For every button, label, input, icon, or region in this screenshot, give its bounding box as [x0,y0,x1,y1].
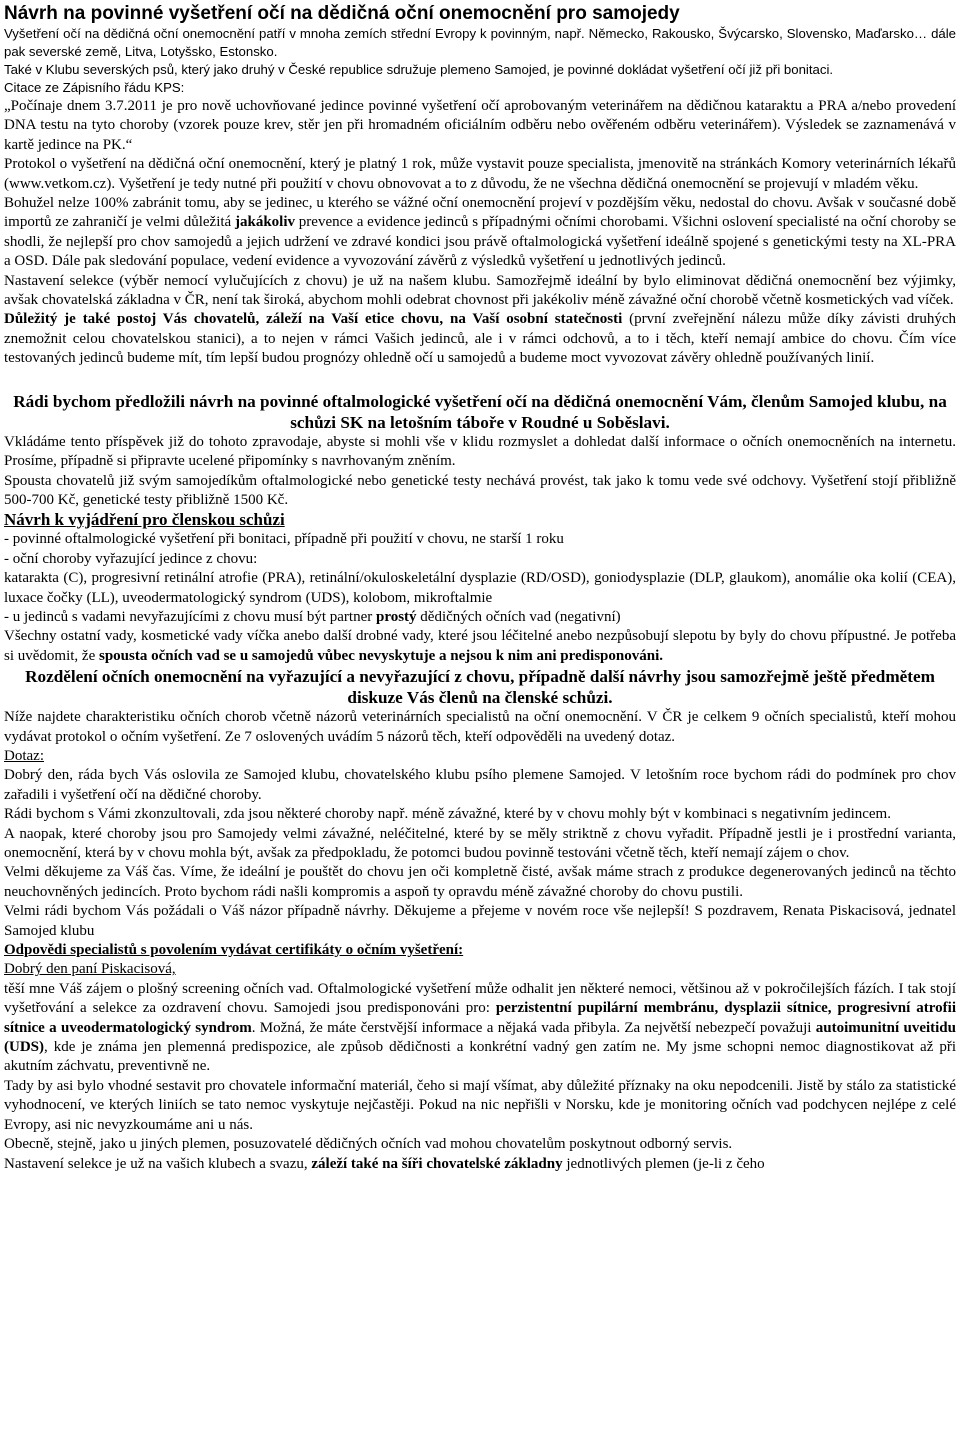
text-run: těší mne Váš zájem o plošný screening očních vad. Oftalmologické vyšetření může odhalit jen některé nemoci, většinou až v pokročilejších fázích. I tak stojí vyšetřování a selekce za ozdravení chovu. Samojedi jsou predisponováni pro: [4,980,956,1017]
bold-text-run: jakákoliv [235,214,296,231]
page-title: Návrh na povinné vyšetření očí na dědičná oční onemocnění pro samojedy [4,3,680,24]
dotaz-paragraph: Rádi bychom s Vámi zkonzultovali, zda jsou některé choroby např. méně závažné, které by v chovu mohly být v kombinaci s negativním jedincem. [4,806,891,823]
text-run: Nastavení selekce je už na vašich klubech a svazu, [4,1155,312,1172]
bold-text-run: prostý [375,608,417,625]
proposal-subheading: Návrh k vyjádření pro členskou schůzi [4,510,285,530]
text-run: - u jedinců s vadami nevyřazujícími z chovu musí být partner [4,608,376,625]
bold-text-run: perzistentní pupilární membránu, dysplazii sítnice, progresivní atrofii sítnice a uveodermatologický syndrom [4,1000,956,1036]
list-item [4,608,956,627]
bold-text-run: Důležitý je také postoj Vás chovatelů, záleží na Vaší etice chovu, na Vaší osobní statečnosti [4,311,623,328]
list-item: katarakta (C), progresivní retinální atrofie (PRA), retinální/okuloskeletální dysplazie (RD/OSD), goniodysplazie (DLP, glaukom), anomálie oka kolií (CEA), luxace čočky (LL), uveodermatologický syndrom (UDS), kolobom, mikroftalmie [4,570,956,606]
list-item [4,627,956,666]
text-run: . Možná, že máte čerstvější informace a nějaká vada přibyla. Za největší nebezpečí považuji [251,1019,816,1036]
text-run: jednotlivých plemen (je-li z čeho [562,1155,765,1172]
text-run: Bohužel nelze 100% zabránit tomu, aby se jedinec, u kterého se vážné oční onemocnění projeví v pozdějším věku, nedostal do chovu. Avšak v současné době importů ze zahraničí je velmi důležitá [4,195,956,231]
dotaz-paragraph: Dobrý den, ráda bych Vás oslovila ze Samojed klubu, chovatelského klubu psího plemene Samojed. V letošním roce bychom rádi do podmínek pro chov zařadili i vyšetření očí na dědičné choroby. [4,767,956,803]
answer-paragraph [4,1155,956,1174]
list-item: - povinné oftalmologické vyšetření při bonitaci, případně při použití v chovu, ne starší 1 roku [4,531,564,548]
bold-text-run: spousta očních vad se u samojedů vůbec nevyskytuje a nejsou k nim ani predisponováni. [98,647,663,664]
quote-paragraph-5 [4,310,956,368]
quote-paragraph-1: „Počínaje dnem 3.7.2011 je pro nově uchovňované jedince povinné vyšetření očí aprobovaným veterinářem na dědičnou kataraktu a PRA a/nebo provedení DNA testu na tyto choroby (vzorek pouze krev, stěr jen při hromadném oficiálním odběru nebo ověřeném odběru veterinářem). Výsledek se zaznamenává v kartě jedince na PK.“ [4,98,956,153]
intro-paragraph-1: Vyšetření očí na dědičná oční onemocnění patří v mnoha zemích střední Evropy k povinným, např. Německo, Rakousko, Švýcarsko, Slovensko, Maďarsko… dále pak severské země, Litva, Lotyšsko, Estonsko. [4,26,956,59]
quote-paragraph-2: Protokol o vyšetření na dědičná oční onemocnění, který je platný 1 rok, může vystavit pouze specialista, jmenovitě na stránkách Komory veterinárních lékařů (www.vetkom.cz). Vyšetření je tedy nutné při použití v chovu obnovovat a to z důvodu, že ne všechna dědičná onemocnění se projevují v mladém věku. [4,156,956,192]
text-run: , kde je známa jen plemenná predispozice, ale způsob dědičnosti a konkrétní vadný gen zatím ne. My jsme schopni nemoc diagnostikovat až při akutním záchvatu, preventivně ne. [4,1039,956,1075]
list-item: - oční choroby vyřazující jedince z chovu: [4,550,258,567]
quote-paragraph-4: Nastavení selekce (výběr nemocí vylučujících z chovu) je už na našem klubu. Samozřejmě ideální by bylo eliminovat dědičná onemocnění bez výjimky, avšak chovatelská základna v ČR, není tak široká, abychom mohli odebrat chovnost při jakékoliv méně závažné oční chorobě včetně kosmetických vad víček. [4,272,956,309]
answer-paragraph [4,980,956,1077]
intro-paragraph-3: Citace ze Zápisního řádu KPS: [4,80,185,95]
text-run: dědičných očních vad (negativní) [416,608,621,625]
bold-text-run: autoimunitní uveitidu (UDS) [4,1019,956,1056]
proposal-paragraph-1: Vkládáme tento příspěvek již do tohoto zpravodaje, abyste si mohli vše v klidu rozmyslet a dohledat další informace o očních onemocněních na internetu. Prosíme, případně si připravte ucelené připomínky s navrhovaným zněním. [4,433,956,470]
answers-heading: Odpovědi specialistů s povolením vydávat certifikáty o očním vyšetření: [4,942,464,959]
section2-paragraph-1: Níže najdete charakteristiku očních chorob včetně názorů veterinárních specialistů na oční onemocnění. V ČR je celkem 9 očních specialistů, kteří mohou vydávat protokol o očním vyšetření. Ze 7 oslovených uvádím 5 názorů těch, kteří odpověděli na uvedený dotaz. [4,709,956,745]
answer-paragraph: Obecně, stejně, jako u jiných plemen, posuzovatelé dědičných očních vad mohou chovatelům poskytnout odborný servis. [4,1136,733,1153]
answer-paragraph: Tady by asi bylo vhodné sestavit pro chovatele informační materiál, čeho si mají všímat, aby důležité příznaky na oku nepodcenili. Jistě by stálo za statistické vyhodnocení, ve kterých liniích se tato nemoc vyskytuje nejčastěji. Pokud na nic nepřišli v Norsku, kde je monitoring očních vad podchycen nejlépe z celé Evropy, asi nic nevyzkoumáme ani u nás. [4,1077,956,1133]
section-heading-2: Rozdělení očních onemocnění na vyřazující a nevyřazující z chovu, případně další návrhy jsou samozřejmě ještě předmětem diskuze Vás členů na členské schůzi. [25,667,935,708]
text-run: (první zveřejnění nálezu může díky závisti druhých znemožnit celou chovatelskou stanici), a to nejen v rámci Vašich jedinců, ale i v rámci odchovů, a to i těch, kteří nemají ambice do chovu. Čím více testovaných jedinců budeme mít, tím lepší budou prognózy ohledně očí u samojedů a budeme moct vyvozovat závěry ohledně používaných linií. [4,311,956,367]
dotaz-paragraph: Velmi rádi bychom Vás požádali o Váš názor případně návrhy. Děkujeme a přejeme v novém roce vše nejlepší! S pozdravem, Renata Piskacisová, jednatel Samojed klubu [4,903,956,939]
answer-greeting: Dobrý den paní Piskacisová, [4,961,176,978]
intro-paragraph-2: Také v Klubu severských psů, který jako druhý v České republice sdružuje plemeno Samojed, je povinné dokládat vyšetření očí již při bonitaci. [4,62,834,77]
text-run: Všechny ostatní vady, kosmetické vady víčka anebo další drobné vady, které jsou léčitelné anebo nezpůsobují slepotu by byly do chovu přípustné. Je potřeba si uvědomit, že [4,628,956,664]
proposal-paragraph-2: Spousta chovatelů již svým samojedíkům oftalmologické nebo genetické testy nechává provést, tak jako k tomu vede své odchovy. Vyšetření stojí přibližně 500-700 Kč, genetické testy přibližně 1500 Kč. [4,472,956,508]
quote-paragraph-3 [4,194,956,272]
text-run: prevence a evidence jedinců s případnými očními chorobami. Všichni oslovení specialisté na oční choroby se shodli, že nejlepší pro chov samojedů a jejich udržení ve zdravé kondici jsou právě oftalmologická vyšetření ideálně spojené s genetickými testy na XL-PRA a OSD. Dále pak sledování populace, vedení evidence a vyvozování závěrů z výsledků vyšetření u jednotlivých jedinců. [4,214,956,270]
section-heading-1: Rádi bychom předložili návrh na povinné oftalmologické vyšetření očí na dědičná onemocnění Vám, členům Samojed klubu, na schůzi SK na letošním táboře v Roudné u Soběslavi. [13,391,947,432]
dotaz-paragraph: Velmi děkujeme za Váš čas. Víme, že ideální je pouštět do chovu jen oči kompletně čisté, avšak máme strach z produkce degenerovaných jedinců na těchto neuchovněných jedincích. Proto bychom rádi našli kompromis a aspoň ty opravdu méně závažné choroby do chovu pustili. [4,864,956,900]
dotaz-paragraph: A naopak, které choroby jsou pro Samojedy velmi závažné, neléčitelné, které by se měly striktně z chovu vyřadit. Případně jestli je i prostřední varianta, onemocnění, která by v chovu mohla být, avšak za předpokladu, že potomci budou povinně testováni včetně těch, kteří nemají zájem o chov. [4,825,956,861]
dotaz-label: Dotaz: [4,747,44,764]
bold-text-run: záleží také na šíři chovatelské základny [311,1155,563,1172]
